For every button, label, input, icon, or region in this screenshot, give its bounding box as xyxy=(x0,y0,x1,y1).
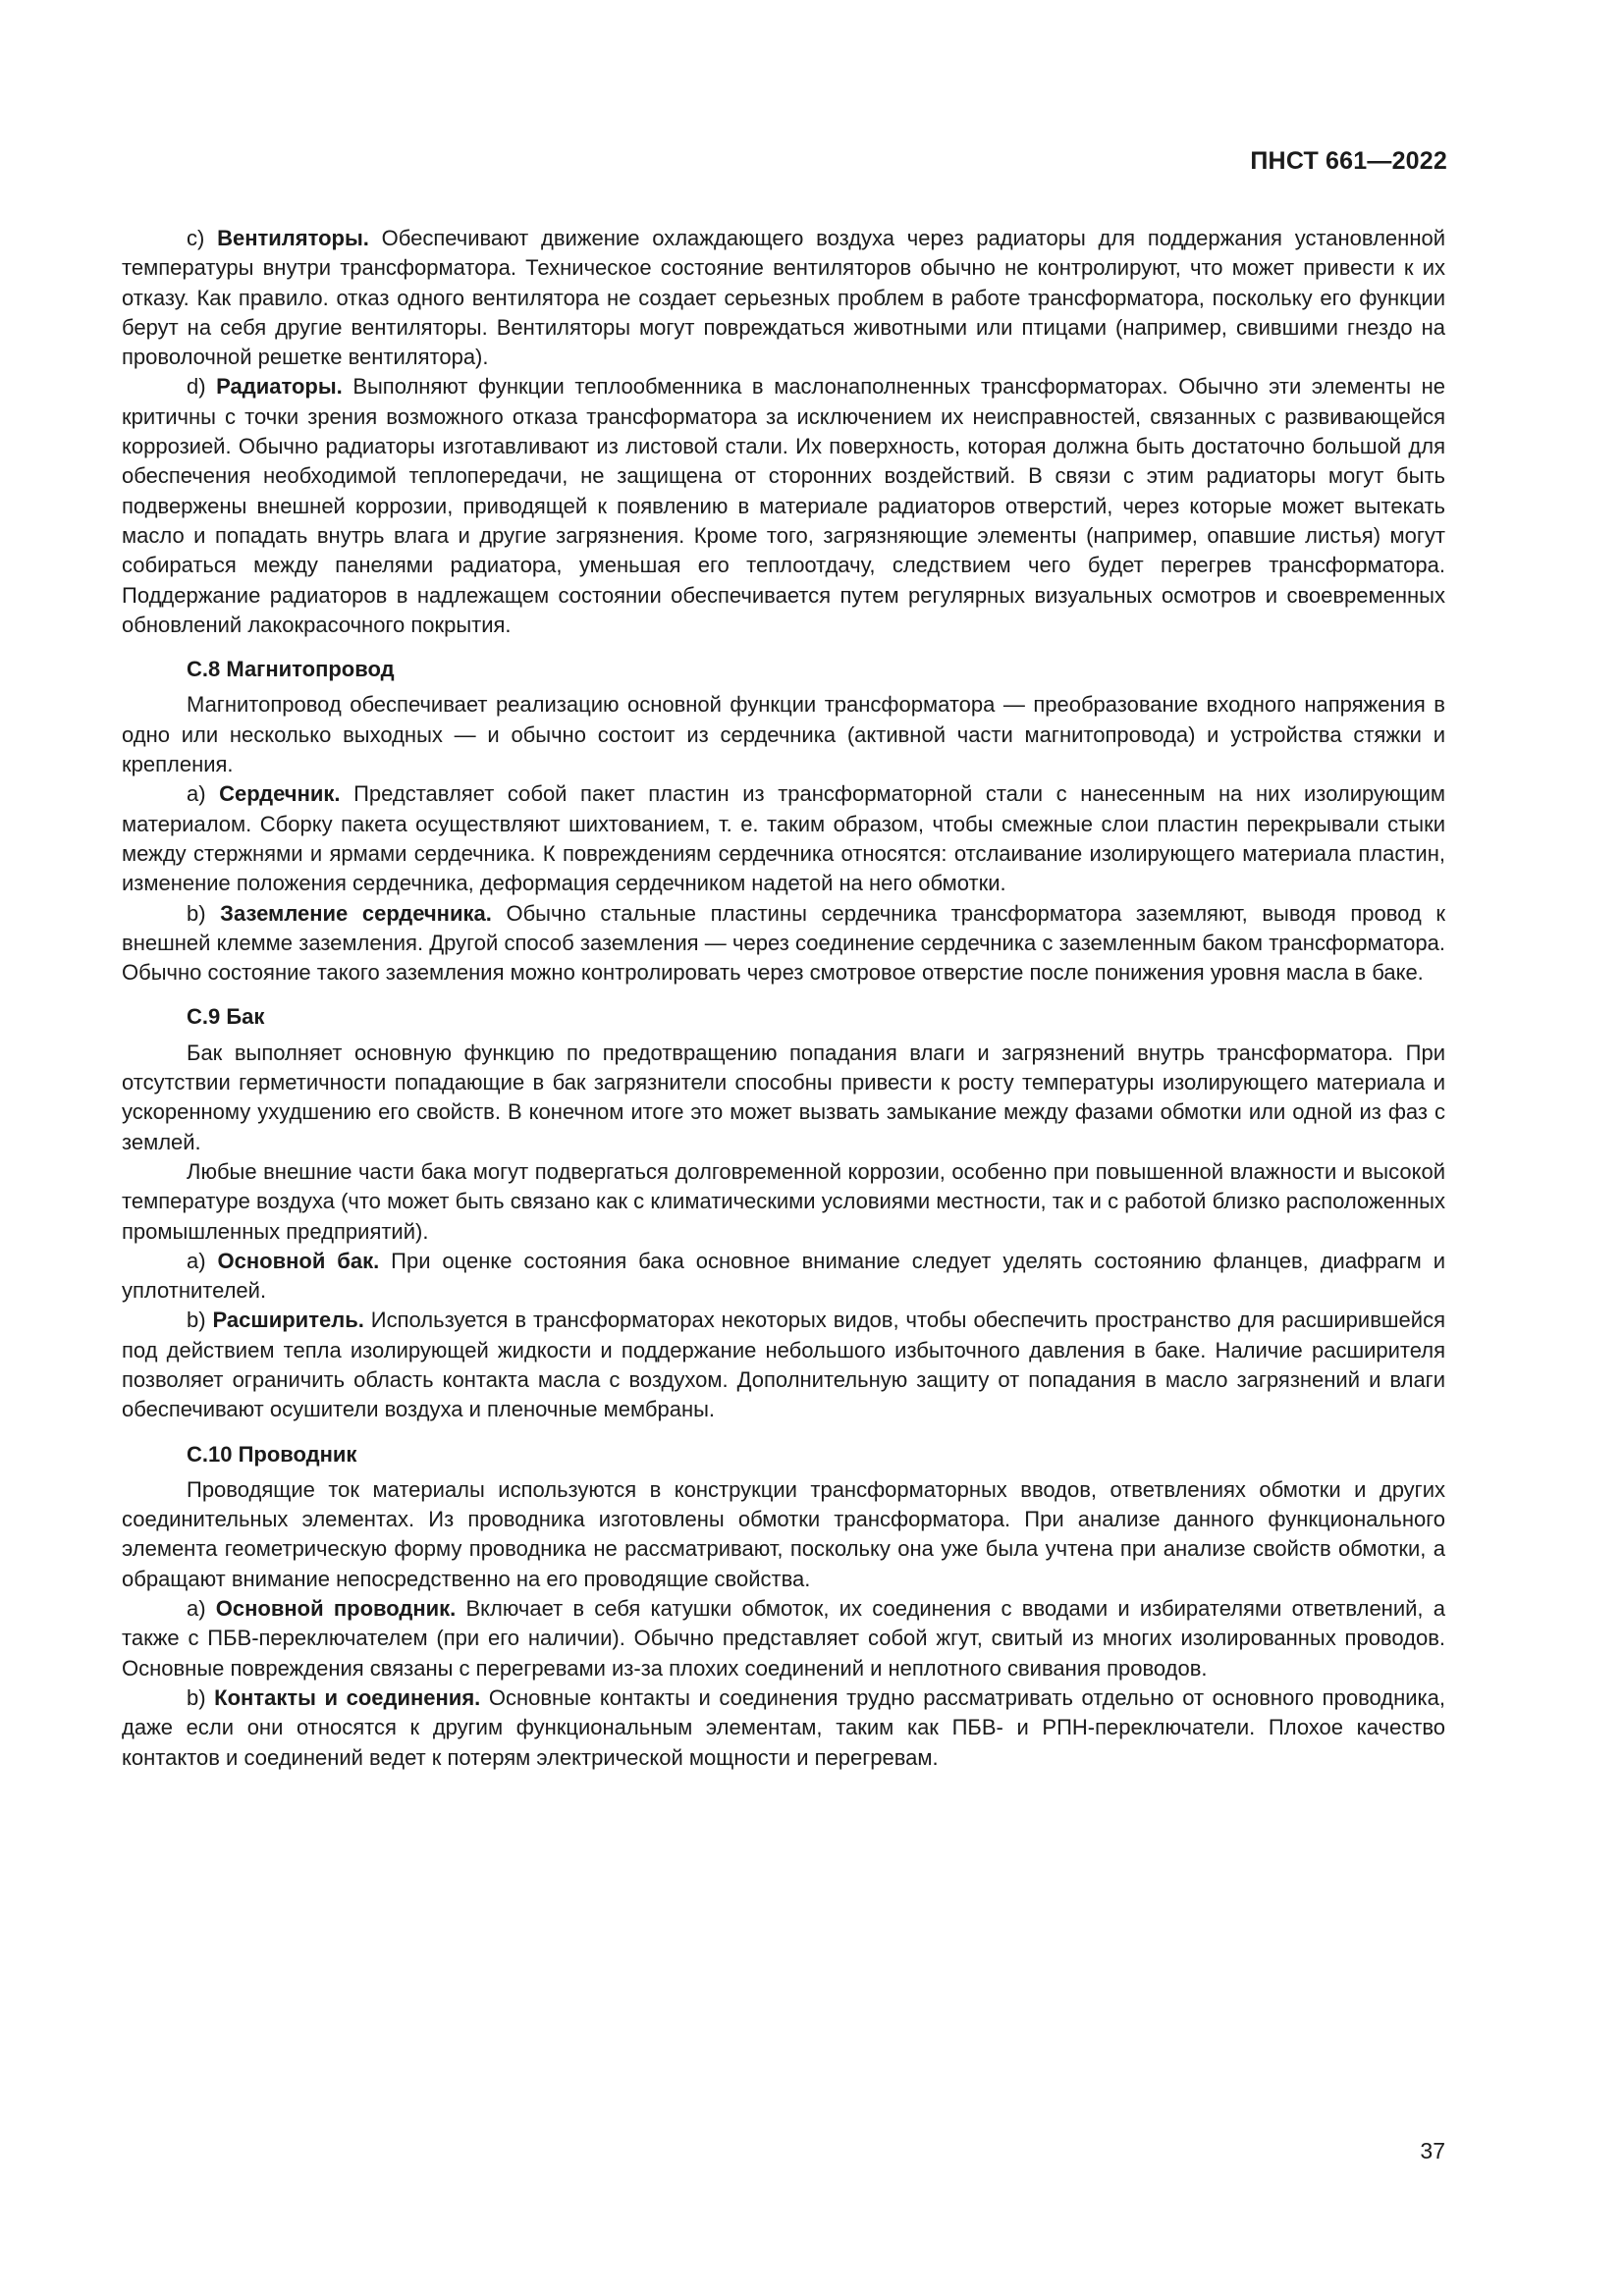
list-item-radiators xyxy=(122,372,1445,640)
item-term: Радиаторы. xyxy=(216,374,343,400)
item-marker: a) xyxy=(187,1248,206,1273)
list-item-core-grounding xyxy=(122,899,1445,988)
item-marker: b) xyxy=(187,1684,206,1710)
item-marker: d) xyxy=(187,374,206,400)
item-text: Используется в трансформаторах некоторых видов, чтобы обеспечить пространство для расширившейся под действием тепла изолирующей жидкости и поддержание небольшого избыточного давления в баке. Наличие расширителя позволяет ограничить область контакта масла с воздухом. Дополнительную защиту от попадания в масло загрязнений и влаги обеспечивают осушители воздуха и пленочные мембраны. xyxy=(122,1308,1445,1422)
item-term: Заземление сердечника. xyxy=(220,900,492,926)
section-intro: Магнитопровод обеспечивает реализацию основной функции трансформатора — преобразование входного напряжения в одно или несколько выходных — и обычно состоит из сердечника (активной части магнитопровода) и устройства стяжки и крепления. xyxy=(122,692,1445,777)
section-heading-c10: С.10 Проводник xyxy=(187,1441,357,1467)
list-item-main-conductor xyxy=(122,1594,1445,1683)
item-text: Представляет собой пакет пластин из трансформаторной стали с нанесенным на них изолирующим материалом. Сборку пакета осуществляют шихтованием, т. е. таким образом, чтобы смежные слои пластин перекрывали стыки между стержнями и ярмами сердечника. К повреждениям сердечника относятся: отслаивание изолирующего материала пластин, изменение положения сердечника, деформация сердечником надетой на него обмотки. xyxy=(122,781,1445,896)
item-marker: c) xyxy=(187,226,205,250)
item-term: Основной бак. xyxy=(217,1248,380,1273)
item-marker: a) xyxy=(187,781,206,807)
item-term: Контакты и соединения. xyxy=(214,1684,481,1710)
item-term: Расширитель. xyxy=(212,1308,364,1333)
section-intro: Любые внешние части бака могут подвергаться долговременной коррозии, особенно при повышенной влажности и высокой температуре воздуха (что может быть связано как с климатическими условиями местности, так и с работой близко расположенных промышленных предприятий). xyxy=(122,1158,1445,1244)
list-item-main-tank xyxy=(122,1247,1445,1307)
item-term: Основной проводник. xyxy=(215,1596,457,1622)
item-text: Обеспечивают движение охлаждающего воздуха через радиаторы для поддержания установленной температуры внутри трансформатора. Техническое состояние вентиляторов обычно не контролируют, что может привести к их отказу. Как правило. отказ одного вентилятора не создает серьезных проблем в работе трансформатора, поскольку его функции берут на себя другие вентиляторы. Вентиляторы могут повреждаться животными или птицами (например, свившими гнездо на проволочной решетке вентилятора). xyxy=(122,226,1445,370)
item-text: Выполняют функции теплообменника в маслонаполненных трансформаторах. Обычно эти элементы не критичны с точки зрения возможного отказа трансформатора за исключением их неисправностей, связанных с развивающейся коррозией. Обычно радиаторы изготавливают из листовой стали. Их поверхность, которая должна быть достаточно большой для обеспечения необходимой теплопередачи, не защищена от сторонних воздействий. В связи с этим радиаторы могут быть подвержены внешней коррозии, приводящей к появлению в материале радиаторов отверстий, через которые может вытекать масло и попадать внутрь влага и другие загрязнения. Кроме того, загрязняющие элементы (например, опавшие листья) могут собираться между панелями радиатора, уменьшая его теплоотдачу, следствием чего будет перегрев трансформатора. Поддержание радиаторов в надлежащем состоянии обеспечивается путем регулярных визуальных осмотров и своевременных обновлений лакокрасочного покрытия. xyxy=(122,374,1445,637)
item-marker: b) xyxy=(187,900,206,926)
item-term: Вентиляторы. xyxy=(217,226,369,250)
document-body xyxy=(122,224,1445,1773)
list-item-fans xyxy=(122,224,1445,372)
item-text: Основные контакты и соединения трудно рассматривать отдельно от основного проводника, даже если они относятся к другим функциональным элементам, таким как ПБВ- и РПН-переключатели. Плохое качество контактов и соединений ведет к потерям электрической мощности и перегревам. xyxy=(122,1684,1445,1770)
item-marker: b) xyxy=(187,1308,206,1333)
item-term: Сердечник. xyxy=(219,781,341,807)
section-intro: Бак выполняет основную функцию по предотвращению попадания влаги и загрязнений внутрь трансформатора. При отсутствии герметичности попадающие в бак загрязнители способны привести к росту температуры изолирующего материала и ускоренному ухудшению его свойств. В конечном итоге это может вызвать замыкание между фазами обмотки или одной из фаз с землей. xyxy=(122,1040,1445,1154)
item-text: Обычно стальные пластины сердечника трансформатора заземляют, выводя провод к внешней клемме заземления. Другой способ заземления — через соединение сердечника с заземленным баком трансформатора. Обычно состояние такого заземления можно контролировать через смотровое отверстие после понижения уровня масла в баке. xyxy=(122,900,1445,986)
list-item-conservator xyxy=(122,1306,1445,1424)
document-code-header: ПНСТ 661—2022 xyxy=(1250,147,1447,175)
item-text: При оценке состояния бака основное внимание следует уделять состоянию фланцев, диафрагм и уплотнителей. xyxy=(122,1248,1445,1304)
page-number: 37 xyxy=(1420,2138,1445,2163)
item-text: Включает в себя катушки обмоток, их соединения с вводами и избирателями ответвлений, а также с ПБВ-переключателем (при его наличии). Обычно представляет собой жгут, свитый из многих изолированных проводов. Основные повреждения связаны с перегревами из-за плохих соединений и неплотного свивания проводов. xyxy=(122,1596,1445,1681)
section-heading-c9: С.9 Бак xyxy=(187,1004,265,1030)
list-item-contacts xyxy=(122,1683,1445,1773)
item-marker: a) xyxy=(187,1596,206,1622)
section-intro: Проводящие ток материалы используются в конструкции трансформаторных вводов, ответвлениях обмотки и других соединительных элементах. Из проводника изготовлены обмотки трансформатора. При анализе данного функционального элемента геометрическую форму проводника не рассматривают, поскольку она уже была учтена при анализе свойств обмотки, а обращают внимание непосредственно на его проводящие свойства. xyxy=(122,1476,1445,1591)
list-item-core xyxy=(122,779,1445,898)
section-heading-c8: С.8 Магнитопровод xyxy=(187,657,395,682)
